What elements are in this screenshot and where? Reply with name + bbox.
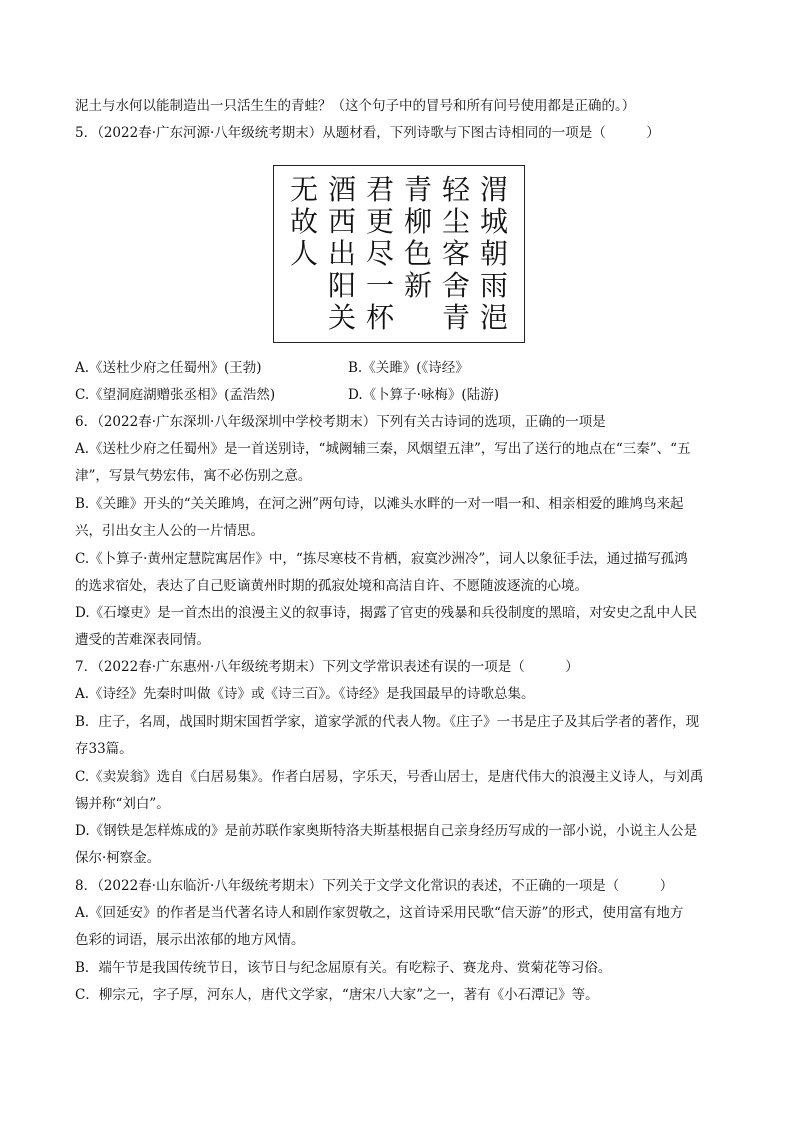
poem-char: 无 [289,173,318,206]
q7-option-c-line-2: 锡并称“刘白”。 [75,796,170,812]
q6-option-b-line-1: B.《关雎》开头的“关关雎鸠，在河之洲”两句诗，以滩头水畔的一对一唱一和、相亲相爱的雎鸠鸟来起 [75,496,684,512]
poem-char: 雨 [479,269,508,302]
poem-char: 色 [403,237,432,270]
q7-option-a: A.《诗经》先秦时叫做《诗》或《诗三百》。《诗经》是我国最早的诗歌总集。 [75,686,535,702]
question-5-stem: 5．（2022春·广东河源·八年级统考期末）从题材看，下列诗歌与下图古诗相同的一项是（ ） [75,125,660,141]
poem-char: 西 [327,205,356,238]
poem-char: 青 [403,173,432,206]
poem-char: 故 [289,205,318,238]
q8-option-b: B．端午节是我国传统节日，该节日与纪念屈原有关。有吃粽子、赛龙舟、赏菊花等习俗。 [75,960,612,976]
poem-char: 君 [365,173,394,206]
poem-char: 关 [327,301,356,334]
poem-char: 出 [327,237,356,270]
q8-option-a-line-1: A.《回延安》的作者是当代著名诗人和剧作家贺敬之，这首诗采用民歌“信天游”的形式，使用富有地方 [75,905,684,921]
poem-char: 新 [403,269,432,302]
poem-char: 柳 [403,205,432,238]
q7-option-b-line-2: 存33篇。 [75,741,133,757]
poem-char: 尘 [441,205,470,238]
poem-column [286,174,322,334]
poem-char: 朝 [479,237,508,270]
poem-char: 杯 [365,301,394,334]
q6-option-d-line-2: 遭受的苦难深表同情。 [75,632,210,648]
poem-column [476,174,512,334]
poem-column [324,174,360,334]
question-7-stem: 7．（2022春·广东惠州·八年级统考期末）下列文学常识表述有误的一项是（ ） [75,659,579,675]
poem-char: 人 [289,237,318,270]
q7-option-d-line-1: D.《钢铁是怎样炼成的》是前苏联作家奥斯特洛夫斯基根据自己亲身经历写成的一部小说，小说主人公是 [75,823,698,839]
poem-char: 城 [479,205,508,238]
q6-option-c-line-2: 的选求宿处，表达了自己贬谪黄州时期的孤寂处境和高洁自许、不愿随波逐流的心境。 [75,578,588,594]
poem-image-box [273,165,525,343]
poem-column [362,174,398,334]
q6-option-a-line-2: 津”，写景气势宏伟，寓不必伤别之意。 [75,468,312,484]
poem-char: 阳 [327,269,356,302]
poem-char: 尽 [365,237,394,270]
poem-column [400,174,436,334]
q6-option-d-line-1: D.《石壕吏》是一首杰出的浪漫主义的叙事诗，揭露了官吏的残暴和兵役制度的黑暗，对安史之乱中人民 [75,605,698,621]
question-8-stem: 8．（2022春·山东临沂·八年级统考期末）下列关于文学文化常识的表述，不正确的一项是（ ） [75,878,674,894]
poem-char: 一 [365,269,394,302]
q6-option-a-line-1: A.《送杜少府之任蜀州》是一首送别诗，“城阙辅三秦，风烟望五津”，写出了送行的地点在“三秦”、“五 [75,441,691,457]
poem-char: 酒 [327,173,356,206]
poem-char: 舍 [441,269,470,302]
poem-char: 更 [365,205,394,238]
q7-option-c-line-1: C.《卖炭翁》选自《白居易集》。作者白居易，字乐天，号香山居士，是唐代伟大的浪漫主义诗人，与刘禹 [75,769,704,785]
q6-option-c-line-1: C.《卜算子·黄州定慧院寓居作》中，“拣尽寒枝不肯栖，寂寞沙洲冷”，词人以象征手法，通过描写孤鸿 [75,551,688,567]
q8-option-a-line-2: 色彩的词语，展示出浓郁的地方风情。 [75,932,305,948]
question-6-stem: 6．（2022春·广东深圳·八年级深圳中学校考期末）下列有关古诗词的选项，正确的一项是 [75,414,606,430]
q5-option-b: B.《关雎》(《诗经》 [348,360,469,376]
poem-char: 客 [441,237,470,270]
poem-char: 浥 [479,301,508,334]
poem-column [438,174,474,334]
poem-char: 青 [441,301,470,334]
poem-char: 轻 [441,173,470,206]
q5-option-d: D.《卜算子·咏梅》(陆游) [348,387,499,403]
q6-option-b-line-2: 兴，引出女主人公的一片情思。 [75,523,264,539]
q8-option-c: C．柳宗元，字子厚，河东人，唐代文学家，“唐宋八大家”之一，著有《小石潭记》等。 [75,987,599,1003]
poem-char: 渭 [479,173,508,206]
q5-option-c: C.《望洞庭湖赠张丞相》(孟浩然) [75,387,276,403]
q5-option-a: A.《送杜少府之任蜀州》(王勃) [75,360,262,376]
q7-option-d-line-2: 保尔·柯察金。 [75,850,161,866]
q7-option-b-line-1: B．庄子，名周，战国时期宋国哲学家，道家学派的代表人物。《庄子》一书是庄子及其后学者的著作，现 [75,714,700,730]
text-line-intro: 泥土与水何以能制造出一只活生生的青蛙？（这个句子中的冒号和所有问号使用都是正确的。） [75,98,636,114]
